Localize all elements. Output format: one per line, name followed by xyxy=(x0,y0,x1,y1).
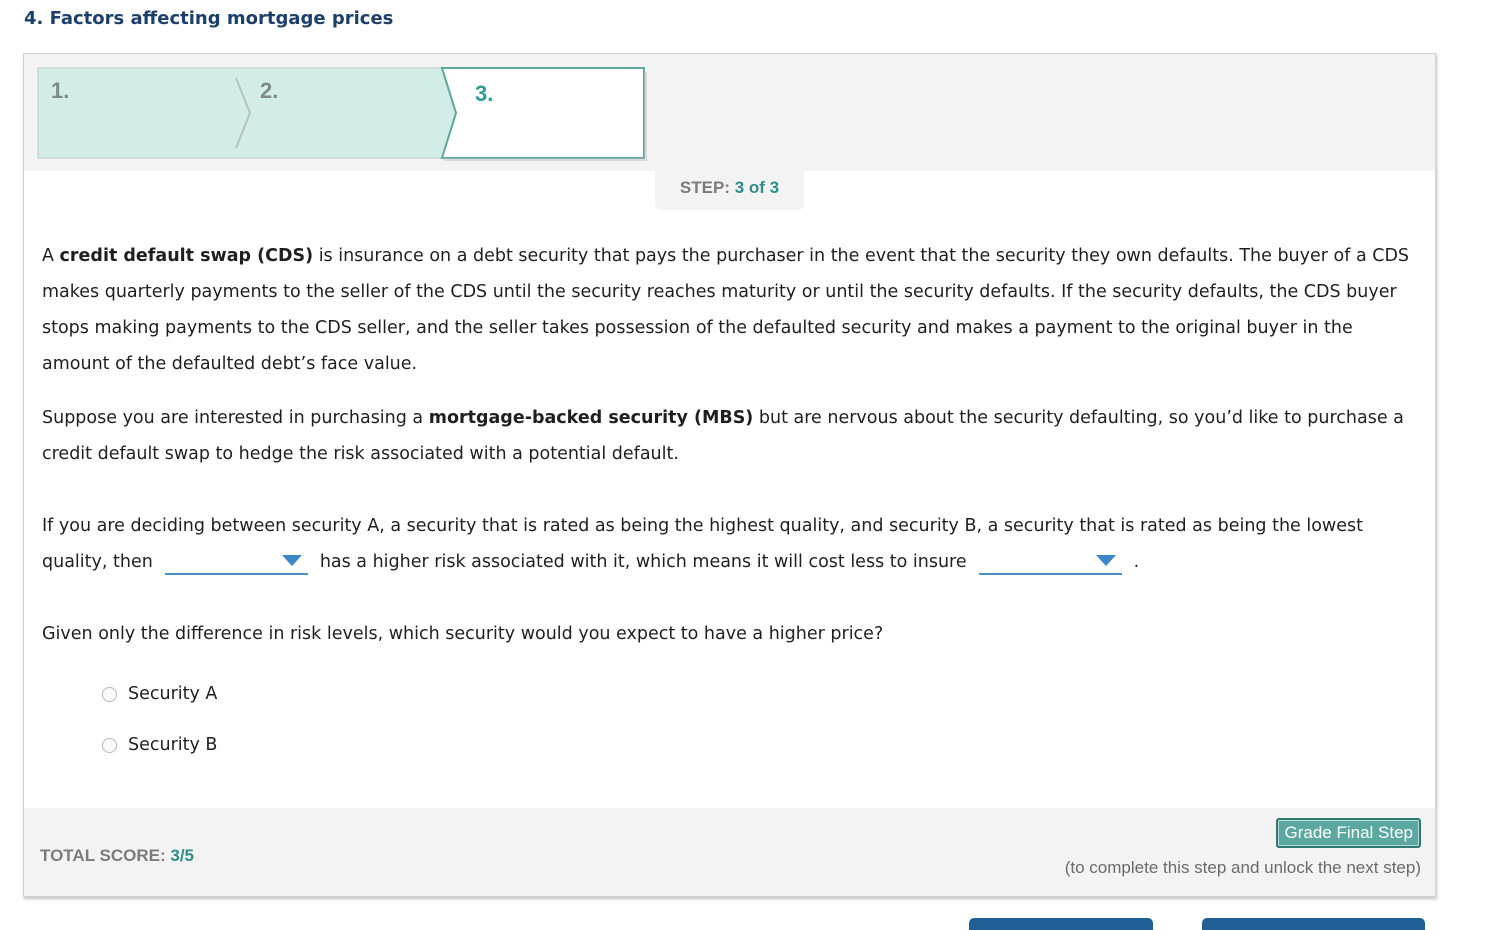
answer-options xyxy=(42,679,1422,781)
step-2-tab[interactable]: 2. xyxy=(260,78,279,103)
p1-post-text: is insurance on a debt security that pays the purchaser in the event that the security they own defaults. The buyer of a CDS makes quarterly payments to the seller of the CDS until the security reaches maturity or until the security defaults. If the security defaults, the CDS buyer stops making payments to the CDS seller, and the seller takes possession of the defaulted security and makes a payment to the original buyer in the amount of the defaulted debt’s face value. xyxy=(42,246,1410,374)
cheaper-insure-dropdown[interactable] xyxy=(979,549,1122,575)
bottom-nav-button-left[interactable] xyxy=(969,918,1153,930)
bottom-nav-button-right[interactable] xyxy=(1202,918,1425,930)
price-question: Given only the difference in risk levels, which security would you expect to have a higher price? xyxy=(42,624,884,644)
step-navigation-area xyxy=(24,54,1435,171)
total-score-value: 3/5 xyxy=(170,846,194,865)
grade-note: (to complete this step and unlock the next step) xyxy=(1064,858,1421,877)
radio-security-a[interactable] xyxy=(102,687,117,702)
riskier-security-dropdown[interactable] xyxy=(165,549,308,575)
dropdown-arrow-icon xyxy=(282,555,302,566)
step-1-tab[interactable]: 1. xyxy=(51,78,70,103)
mbs-term: mortgage-backed security (MBS) xyxy=(428,408,754,428)
cds-term: credit default swap (CDS) xyxy=(59,246,314,266)
option-security-b[interactable] xyxy=(42,730,1422,781)
p2-post-text: but are nervous about the security defaulting, so you’d like to purchase a credit default swap to hedge the risk associated with a potential default. xyxy=(42,408,1404,464)
step-3-tab-active[interactable] xyxy=(442,68,644,158)
p1-pre-text: A xyxy=(42,246,60,266)
cds-definition-paragraph xyxy=(42,238,1422,382)
option-label: Security B xyxy=(128,735,218,755)
grade-final-step-button[interactable]: Grade Final Step xyxy=(1276,818,1421,848)
dropdown-arrow-icon xyxy=(1096,555,1116,566)
step-indicator xyxy=(655,171,804,210)
page-title: 4. Factors affecting mortgage prices xyxy=(24,8,394,29)
radio-security-b[interactable] xyxy=(102,738,117,753)
step-indicator-value: 3 of 3 xyxy=(734,178,780,197)
total-score xyxy=(40,846,194,866)
p3-pre-text: If you are deciding between security A, a security that is rated as being the highest quality, and security B, a security that is rated as being the lowest quality, then xyxy=(42,516,1363,572)
p3-end-text: . xyxy=(1133,552,1140,572)
p2-pre-text: Suppose you are interested in purchasing a xyxy=(42,408,429,428)
mbs-paragraph xyxy=(42,400,1422,472)
question-content xyxy=(42,238,1422,781)
option-security-a[interactable] xyxy=(42,679,1422,730)
risk-question-paragraph xyxy=(42,508,1422,580)
step-navigation-svg xyxy=(24,54,664,166)
p3-mid-text: has a higher risk associated with it, which means it will cost less to insure xyxy=(319,552,967,572)
question-panel xyxy=(23,53,1436,897)
steps-completed-band xyxy=(38,68,456,158)
total-score-label: TOTAL SCORE: xyxy=(40,846,166,865)
step-3-label[interactable]: 3. xyxy=(475,81,494,106)
option-label: Security A xyxy=(128,684,218,704)
step-indicator-label: STEP: xyxy=(679,178,730,197)
panel-footer xyxy=(24,808,1435,896)
